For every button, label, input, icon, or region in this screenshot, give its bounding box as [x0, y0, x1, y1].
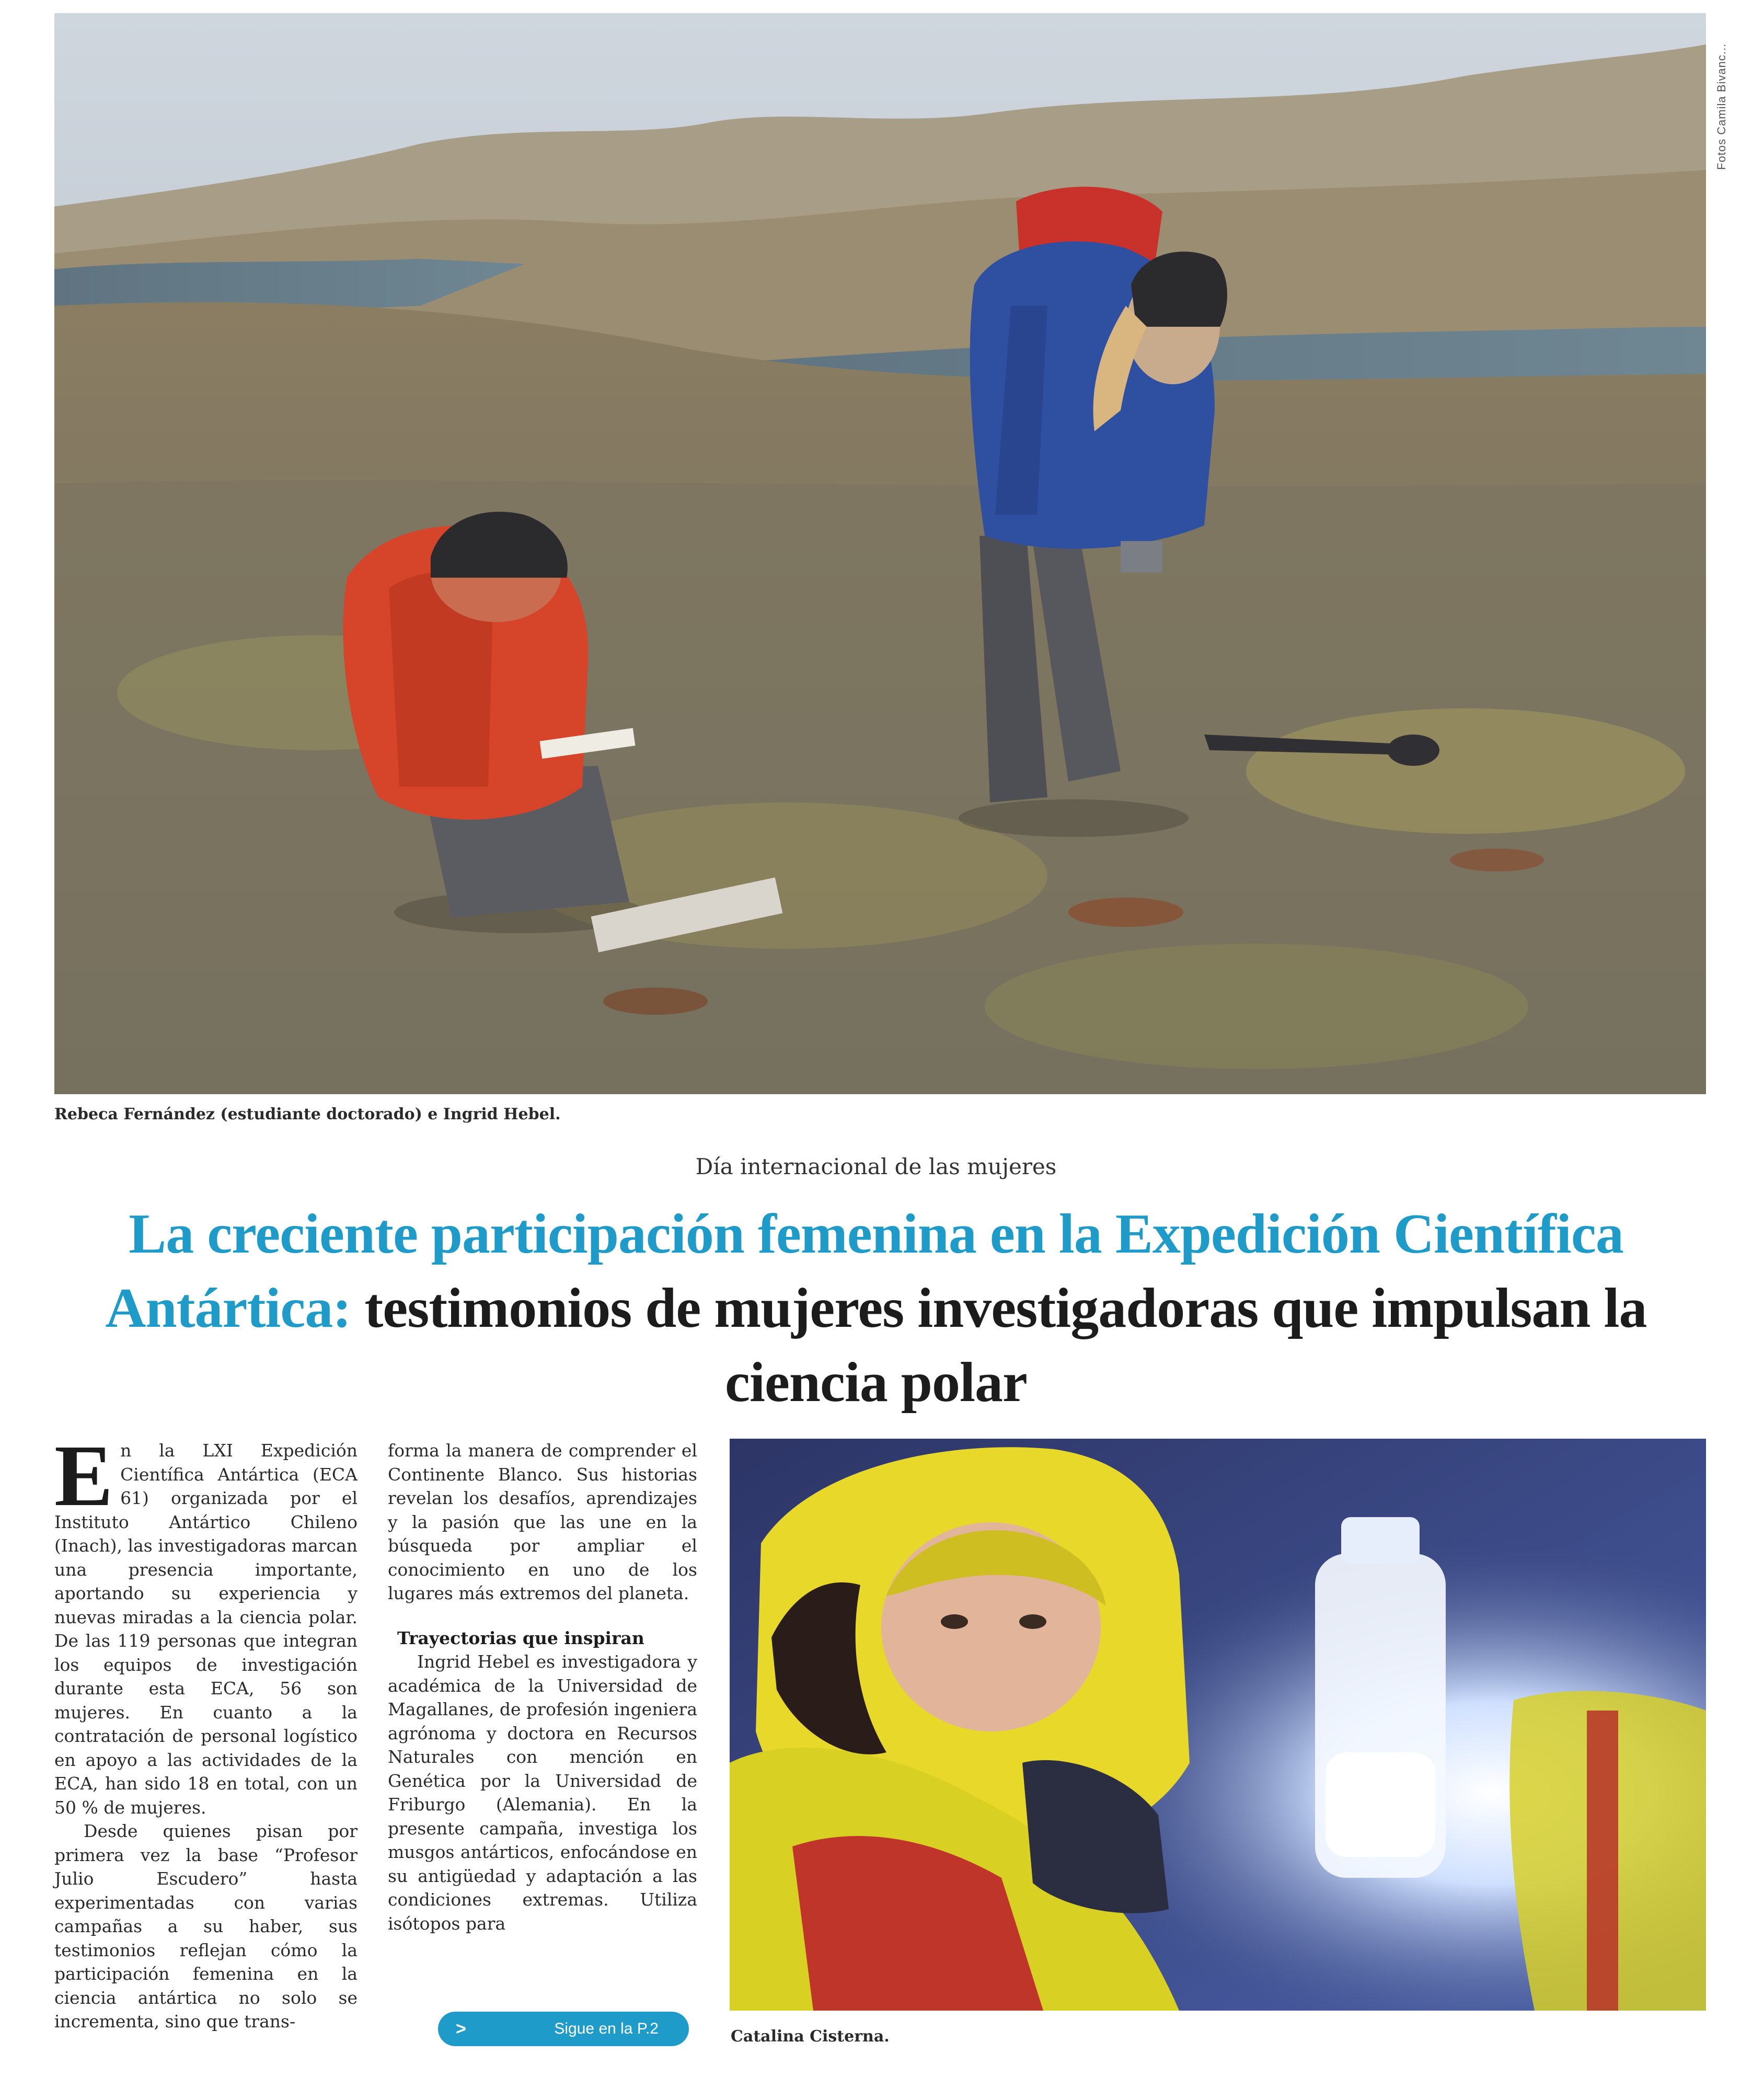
continue-label: Sigue en la P.2 [554, 2020, 659, 2037]
article-column-2 [388, 1439, 697, 1935]
article-headline [105, 1197, 1647, 1420]
article-kicker: Día internacional de las mujeres [695, 1154, 1057, 1179]
paragraph-2: Desde quienes pisan por primera vez la base “Profesor Julio Escudero” hasta experimentadas con varias campañas a su haber, sus testimonios reflejan cómo la participación femenina en la ciencia antártica no solo se incrementa, sino que trans- [54, 1821, 358, 2032]
headline-highlight: La creciente participación femenina en la Expedición Científica Antártica: [105, 1203, 1623, 1339]
second-photo [730, 1439, 1706, 2011]
paragraph-3: forma la manera de comprender el Continente Blanco. Sus historias revelan los desafíos, aprendizajes y la pasión que las une en la búsqueda por ampliar el conocimiento en uno de los lugares más extremos del planeta. [388, 1440, 697, 1603]
top-photo-caption: Rebeca Fernández (estudiante doctorado) e Ingrid Hebel. [54, 1105, 561, 1123]
headline-rest: testimonios de mujeres investigadoras que impulsan la ciencia polar [351, 1277, 1647, 1414]
section-subheading: Trayectorias que inspiran [397, 1627, 644, 1648]
photo-credit: Fotos Camila Bivanc... [1715, 43, 1728, 170]
chevron-right-icon: > [456, 2018, 466, 2039]
drop-cap: E [54, 1427, 113, 1524]
article-column-1 [54, 1427, 358, 2034]
second-photo-caption: Catalina Cisterna. [731, 2027, 890, 2046]
paragraph-1: n la LXI Expedición Científica Antártica (ECA 61) organizada por el Instituto Antártico Chileno (Inach), las investigadoras marcan una presencia importante, aportando su experiencia y nuevas miradas a la ciencia polar. De las 119 personas que integran los equipos de investigación durante esta ECA, 56 son mujeres. En cuanto a la contratación de personal logístico en apoyo a las actividades de la ECA, han sido 18 en total, con un 50 % de mujeres. [54, 1440, 358, 1818]
top-photo [54, 13, 1706, 1094]
paragraph-4: Ingrid Hebel es investigadora y académica de la Universidad de Magallanes, de profesión ingeniera agrónoma y doctora en Recursos Naturales con mención en Genética por la Universidad de Friburgo (Alemania). En la presente campaña, investiga los musgos antárticos, enfocándose en su antigüedad y adaptación a las condiciones extremas. Utiliza isótopos para [388, 1651, 697, 1934]
continue-on-page-button[interactable] [438, 2012, 689, 2046]
